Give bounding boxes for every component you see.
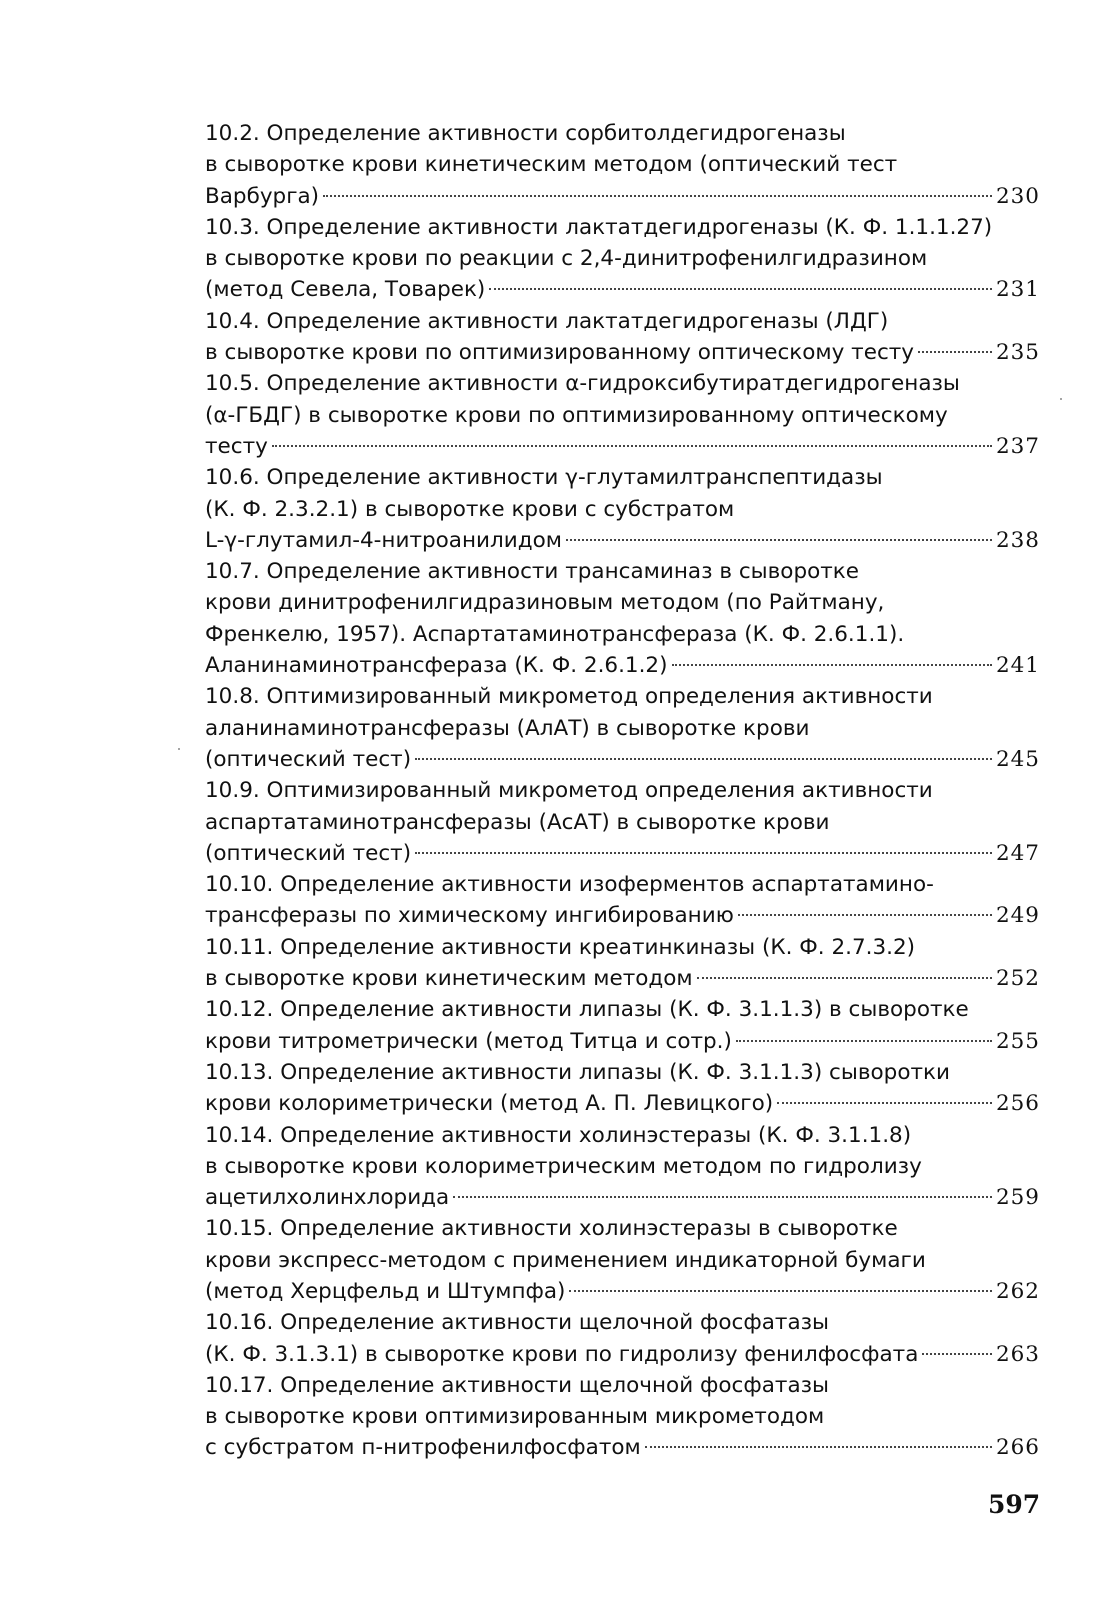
toc-entry-line	[205, 681, 1040, 712]
page-number: 597	[988, 1490, 1041, 1519]
dot-leader	[918, 351, 992, 353]
toc-entry-line	[205, 1339, 1040, 1370]
toc-entry-text: в сыворотке крови по реакции с 2,4-динитрофенилгидразином	[205, 246, 928, 272]
toc-entry-line	[205, 1151, 1040, 1182]
toc-entry-line	[205, 1276, 1040, 1307]
dot-leader	[415, 758, 992, 760]
toc-entry-line	[205, 212, 1040, 243]
toc-entry-page: 252	[995, 966, 1040, 992]
toc-entry-line	[205, 1182, 1040, 1213]
dot-leader	[415, 852, 992, 854]
toc-entry-page: 245	[995, 746, 1040, 772]
toc-entry-line	[205, 181, 1040, 212]
toc-entry-line	[205, 525, 1040, 556]
dot-leader	[922, 1353, 992, 1355]
toc-entry-line	[205, 838, 1040, 869]
toc-entry	[205, 1307, 1040, 1370]
toc-entry	[205, 118, 1040, 212]
toc-entry-text: аланинаминотрансферазы (АлАТ) в сыворотке крови	[205, 715, 810, 741]
toc-entry-page: 263	[995, 1341, 1040, 1367]
toc-entry-text: (метод Севела, Товарек)	[205, 277, 486, 303]
toc-entry-text: 10.16. Определение активности щелочной фосфатазы	[205, 1310, 830, 1336]
toc-entry-line	[205, 775, 1040, 806]
toc-entry-line	[205, 869, 1040, 900]
toc-entry-page: 259	[995, 1185, 1040, 1211]
toc-entry-line	[205, 1245, 1040, 1276]
toc-entry-text: Аланинаминотрансфераза (К. Ф. 2.6.1.2)	[205, 653, 668, 679]
toc-entry-text: 10.4. Определение активности лактатдегидрогеназы (ЛДГ)	[205, 308, 889, 334]
toc-entry	[205, 869, 1040, 932]
toc-entry	[205, 1213, 1040, 1307]
toc-entry-text: в сыворотке крови кинетическим методом (оптический тест	[205, 152, 898, 178]
toc-entry-line	[205, 744, 1040, 775]
toc-entry-text: 10.2. Определение активности сорбитолдегидрогеназы	[205, 121, 846, 146]
toc-entry-text: (α-ГБДГ) в сыворотке крови по оптимизированному оптическому	[205, 402, 948, 428]
toc-entry-line	[205, 932, 1040, 963]
toc-entry-text: (К. Ф. 3.1.3.1) в сыворотке крови по гидролизу фенилфосфата	[205, 1341, 919, 1367]
toc-entry	[205, 556, 1040, 681]
toc-entry-line	[205, 994, 1040, 1025]
dot-leader	[645, 1446, 992, 1448]
scan-speck	[178, 748, 180, 750]
dot-leader	[569, 1290, 992, 1292]
toc-entry-line	[205, 1432, 1040, 1463]
toc-entry-line	[205, 274, 1040, 305]
toc-entry-line	[205, 807, 1040, 838]
toc-entry-line	[205, 1120, 1040, 1151]
toc-entry-text: тесту	[205, 433, 268, 459]
toc-entry-text: 10.9. Оптимизированный микрометод определения активности	[205, 778, 933, 804]
toc-entry	[205, 212, 1040, 306]
toc-entry-text: в сыворотке крови оптимизированным микрометодом	[205, 1404, 825, 1430]
toc-entry-page: 238	[995, 527, 1040, 553]
dot-leader	[738, 914, 992, 916]
toc-entry-text: Френкелю, 1957). Аспартатаминотрансфераза (К. Ф. 2.6.1.1).	[205, 621, 905, 647]
toc-entry-text: 10.17. Определение активности щелочной фосфатазы	[205, 1372, 830, 1398]
toc-entry-line	[205, 587, 1040, 618]
toc-entry-line	[205, 1307, 1040, 1338]
toc-entry-line	[205, 337, 1040, 368]
dot-leader	[566, 539, 992, 541]
toc-entry-line	[205, 149, 1040, 180]
toc-entry-text: крови колориметрически (метод А. П. Левицкого)	[205, 1091, 774, 1117]
toc-entry-page: 237	[995, 433, 1040, 459]
toc-entry-line	[205, 556, 1040, 587]
dot-leader	[736, 1040, 992, 1042]
toc-entry-line	[205, 1213, 1040, 1244]
toc-entry-text: 10.11. Определение активности креатинкиназы (К. Ф. 2.7.3.2)	[205, 934, 916, 960]
toc-entry-text: 10.5. Определение активности α-гидроксибутиратдегидрогеназы	[205, 371, 960, 397]
toc-entry-line	[205, 963, 1040, 994]
toc-entry-text: аспартатаминотрансферазы (АсАТ) в сыворотке крови	[205, 809, 830, 835]
toc-entry-page: 235	[995, 340, 1040, 366]
dot-leader	[777, 1102, 992, 1104]
toc-entry-text: 10.13. Определение активности липазы (К. Ф. 3.1.1.3) сыворотки	[205, 1059, 950, 1085]
toc-entry-text: с субстратом п-нитрофенилфосфатом	[205, 1435, 641, 1461]
toc-entry	[205, 1370, 1040, 1464]
toc-entry-line	[205, 494, 1040, 525]
toc-entry-page: 247	[995, 840, 1040, 866]
toc-entry-text: в сыворотке крови колориметрическим методом по гидролизу	[205, 1153, 922, 1179]
toc-entry-line	[205, 1088, 1040, 1119]
toc-entry	[205, 994, 1040, 1057]
toc-entry-text: 10.3. Определение активности лактатдегидрогеназы (К. Ф. 1.1.1.27)	[205, 214, 993, 240]
dot-leader	[672, 664, 992, 666]
toc-entry-page: 241	[995, 653, 1040, 679]
toc-entry	[205, 775, 1040, 869]
toc-entry-page: 262	[995, 1278, 1040, 1304]
toc-entry-line	[205, 400, 1040, 431]
toc-entry-line	[205, 713, 1040, 744]
toc-entry	[205, 1057, 1040, 1120]
toc-entry-line	[205, 368, 1040, 399]
toc-entry-page: 266	[995, 1435, 1040, 1461]
toc-entry-page: 255	[995, 1028, 1040, 1054]
toc-entry-text: 10.12. Определение активности липазы (К. Ф. 3.1.1.3) в сыворотке	[205, 997, 969, 1023]
toc-entry-line	[205, 462, 1040, 493]
toc-entry	[205, 462, 1040, 556]
toc-entry-page: 230	[995, 183, 1040, 209]
dot-leader	[489, 288, 992, 290]
toc-entry-text: крови титрометрически (метод Титца и сотр.)	[205, 1028, 732, 1054]
toc-entry-line	[205, 306, 1040, 337]
dot-leader	[323, 195, 992, 197]
toc-entry-line	[205, 431, 1040, 462]
toc-entry-line	[205, 1057, 1040, 1088]
toc-entry-text: (оптический тест)	[205, 840, 412, 866]
toc-entry-line	[205, 650, 1040, 681]
toc-entry-text: 10.14. Определение активности холинэстеразы (К. Ф. 3.1.1.8)	[205, 1122, 912, 1148]
toc-entry-text: (К. Ф. 2.3.2.1) в сыворотке крови с субстратом	[205, 496, 735, 522]
toc-entry	[205, 368, 1040, 462]
dot-leader	[272, 445, 992, 447]
toc-entry-text: крови экспресс-методом с применением индикаторной бумаги	[205, 1247, 926, 1273]
scan-speck	[1060, 398, 1062, 400]
toc-entry-text: трансферазы по химическому ингибированию	[205, 903, 734, 929]
toc-entry-line	[205, 243, 1040, 274]
toc-entry-page: 256	[995, 1091, 1040, 1117]
toc-entry	[205, 306, 1040, 369]
toc-entry-line	[205, 619, 1040, 650]
toc-entry	[205, 681, 1040, 775]
dot-leader	[453, 1196, 992, 1198]
toc-entry-text: (метод Херцфельд и Штумпфа)	[205, 1278, 566, 1304]
toc-entry-page: 231	[995, 277, 1040, 303]
toc-entry-text: (оптический тест)	[205, 746, 412, 772]
toc-entry-text: L-γ-глутамил-4-нитроанилидом	[205, 527, 562, 553]
toc-entry-text: крови динитрофенилгидразиновым методом (по Райтману,	[205, 590, 885, 616]
toc-entry-line	[205, 118, 1040, 149]
toc-entry-text: 10.8. Оптимизированный микрометод определения активности	[205, 684, 933, 710]
toc-entry-text: ацетилхолинхлорида	[205, 1185, 450, 1211]
toc-entry-line	[205, 900, 1040, 931]
toc-entry-text: Варбурга)	[205, 183, 320, 209]
toc-entry-text: 10.6. Определение активности γ-глутамилтранспептидазы	[205, 465, 883, 491]
toc-entry-line	[205, 1370, 1040, 1401]
table-of-contents	[205, 118, 1040, 1464]
toc-entry-text: в сыворотке крови по оптимизированному оптическому тесту	[205, 340, 915, 366]
toc-entry	[205, 932, 1040, 995]
toc-entry-text: 10.15. Определение активности холинэстеразы в сыворотке	[205, 1216, 898, 1242]
toc-entry	[205, 1120, 1040, 1214]
toc-entry-line	[205, 1026, 1040, 1057]
toc-entry-page: 249	[995, 903, 1040, 929]
toc-entry-text: 10.10. Определение активности изоферментов аспартатамино-	[205, 872, 934, 898]
dot-leader	[697, 977, 992, 979]
toc-entry-text: 10.7. Определение активности трансаминаз в сыворотке	[205, 559, 859, 585]
toc-entry-line	[205, 1401, 1040, 1432]
toc-entry-text: в сыворотке крови кинетическим методом	[205, 966, 693, 992]
